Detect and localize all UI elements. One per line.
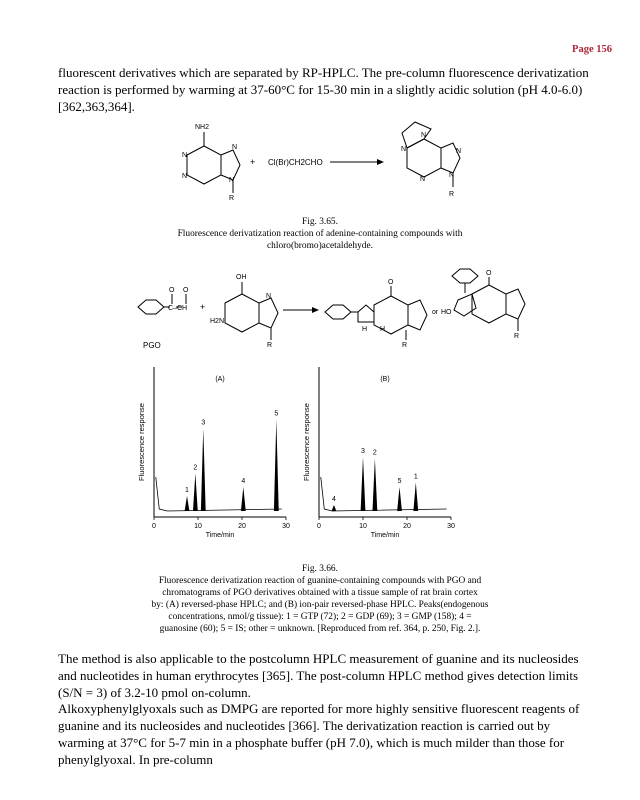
product2-r: R — [514, 333, 520, 340]
peak-label-a-3: 3 — [201, 419, 206, 427]
product2-o: O — [486, 270, 492, 277]
fig-3-65-caption — [100, 216, 540, 252]
fig-3-66-caption-line-4: concentrations, nmol/g tissue): 1 = GTP (72); 2 = GDP (69); 3 = GMP (158); 4 = — [168, 612, 472, 622]
fig-3-66-caption-line-2: chromatograms of PGO derivatives obtained with a tissue sample of rat brain cortex — [162, 588, 478, 598]
fig-3-66-label: Fig. 3.66. — [302, 564, 338, 574]
fig-3-66-caption — [100, 563, 540, 635]
chromatogram-b — [302, 365, 505, 555]
fig-3-65-scheme — [0, 115, 640, 215]
x-axis-label-b: Time/min — [370, 532, 400, 539]
peak-b-4 — [332, 505, 337, 511]
page-number: Page 156 — [572, 44, 612, 55]
product-n9: N — [449, 172, 455, 179]
peak-label-a-5: 5 — [274, 410, 279, 418]
product1-h2: H — [380, 326, 386, 333]
peak-b-1 — [413, 483, 418, 512]
peak-a-3 — [201, 429, 206, 512]
adenine-n9: N — [229, 177, 235, 184]
product1-h1: H — [362, 326, 368, 333]
adenine-nh2: NH2 — [195, 124, 210, 131]
peak-a-5 — [274, 420, 279, 512]
guanine-oh: OH — [236, 274, 247, 281]
product-n-top: N — [421, 132, 427, 139]
pgo-o2: O — [183, 287, 189, 294]
pgo-plus: + — [200, 302, 206, 312]
pgo-o1: O — [169, 287, 175, 294]
fig-3-66-caption-line-5: guanosine (60); 5 = IS; other = unknown. [Reproduced from ref. 364, p. 250, Fig. 2.]. — [159, 624, 481, 634]
fig-3-65-label: Fig. 3.65. — [302, 217, 338, 227]
peak-b-5 — [397, 487, 402, 511]
x-axis-label-a: Time/min — [205, 532, 235, 539]
peak-label-b-1: 1 — [413, 473, 418, 481]
baseline-trace-b — [321, 477, 447, 511]
paragraph-2: The method is also applicable to the postcolumn HPLC measurement of guanine and its nucleosides and nucleotides in human erythrocytes [365]. The post-column HPLC method gives detection limits (S/N = 3) of 3.2-10 pmol on-column. — [58, 651, 579, 700]
baseline-trace-a — [156, 477, 282, 511]
peak-b-2 — [372, 459, 377, 512]
x-tick-label-b-10: 10 — [359, 523, 367, 530]
x-tick-label-b-30: 30 — [447, 523, 455, 530]
product2-ho: HO — [441, 309, 452, 316]
adenine-n3: N — [182, 173, 188, 180]
product1-r: R — [402, 342, 408, 349]
x-tick-label-a-20: 20 — [238, 523, 246, 530]
peak-a-2 — [193, 474, 198, 512]
product-n7: N — [456, 148, 462, 155]
peak-label-b-2: 2 — [372, 449, 377, 457]
peak-label-a-2: 2 — [193, 464, 198, 472]
pgo-label: PGO — [143, 341, 161, 350]
x-tick-label-b-20: 20 — [403, 523, 411, 530]
x-tick-label-a-0: 0 — [152, 523, 156, 530]
reagent-name: Cl(Br)CH2CHO — [268, 158, 323, 167]
peak-label-b-3: 3 — [361, 448, 365, 455]
fig-3-66-caption-line-3: by: (A) reversed-phase HPLC; and (B) ion-pair reversed-phase HPLC. Peaks(endogenous — [151, 600, 489, 610]
peak-a-1 — [185, 496, 190, 511]
fig-3-66-scheme — [0, 260, 640, 355]
product-r: R — [449, 191, 455, 198]
peak-label-b-5: 5 — [397, 478, 402, 485]
fig-3-65-caption-line-1: Fluorescence derivatization reaction of adenine-containing compounds with — [177, 229, 463, 239]
product-n3: N — [420, 176, 426, 183]
paragraph-3: Alkoxyphenylglyoxals such as DMPG are reported for more highly sensitive fluorescent reagents of guanine and its nucleosides and nucleotides [366]. The derivatization reaction is carried out by warming at 37°C for 5-7 min in a phosphate buffer (pH 7.0), which is much milder than those for phenylglyoxal. In pre-column — [58, 701, 580, 767]
product1-o: O — [388, 279, 394, 286]
x-tick-label-b-0: 0 — [317, 523, 321, 530]
guanine-r: R — [267, 342, 273, 349]
peak-b-3 — [361, 457, 366, 511]
chart-title-b: (B) — [380, 376, 390, 383]
adenine-r: R — [229, 195, 235, 202]
chart-title-a: (A) — [215, 376, 225, 383]
peak-label-a-4: 4 — [241, 478, 246, 485]
or-label: or — [432, 309, 439, 316]
pgo-chain: C–CH — [168, 305, 188, 312]
guanine-n: N — [266, 293, 272, 300]
y-axis-label-b: Fluorescence response — [302, 403, 311, 481]
fig-3-66-caption-line-1: Fluorescence derivatization reaction of guanine-containing compounds with PGO and — [158, 576, 482, 586]
reaction-plus: + — [250, 157, 256, 167]
adenine-n1: N — [182, 152, 188, 159]
guanine-h2n: H2N — [210, 318, 225, 325]
peak-label-b-4: 4 — [332, 496, 336, 503]
adenine-n7: N — [232, 144, 238, 151]
y-axis-label-a: Fluorescence response — [137, 403, 146, 481]
peak-a-4 — [241, 487, 246, 511]
product-n-left: N — [401, 146, 407, 153]
x-tick-label-a-10: 10 — [194, 523, 202, 530]
paragraph-1: fluorescent derivatives which are separated by RP-HPLC. The pre-column fluorescence derivatization reaction is performed by warming at 37-60°C for 15-30 min in a slightly acidic solution (pH 4.0-6.0) [362,363,364]. — [58, 65, 589, 114]
fig-3-65-caption-line-2: chloro(bromo)acetaldehyde. — [267, 241, 373, 251]
peak-label-a-1: 1 — [185, 487, 189, 494]
x-tick-label-a-30: 30 — [282, 523, 290, 530]
